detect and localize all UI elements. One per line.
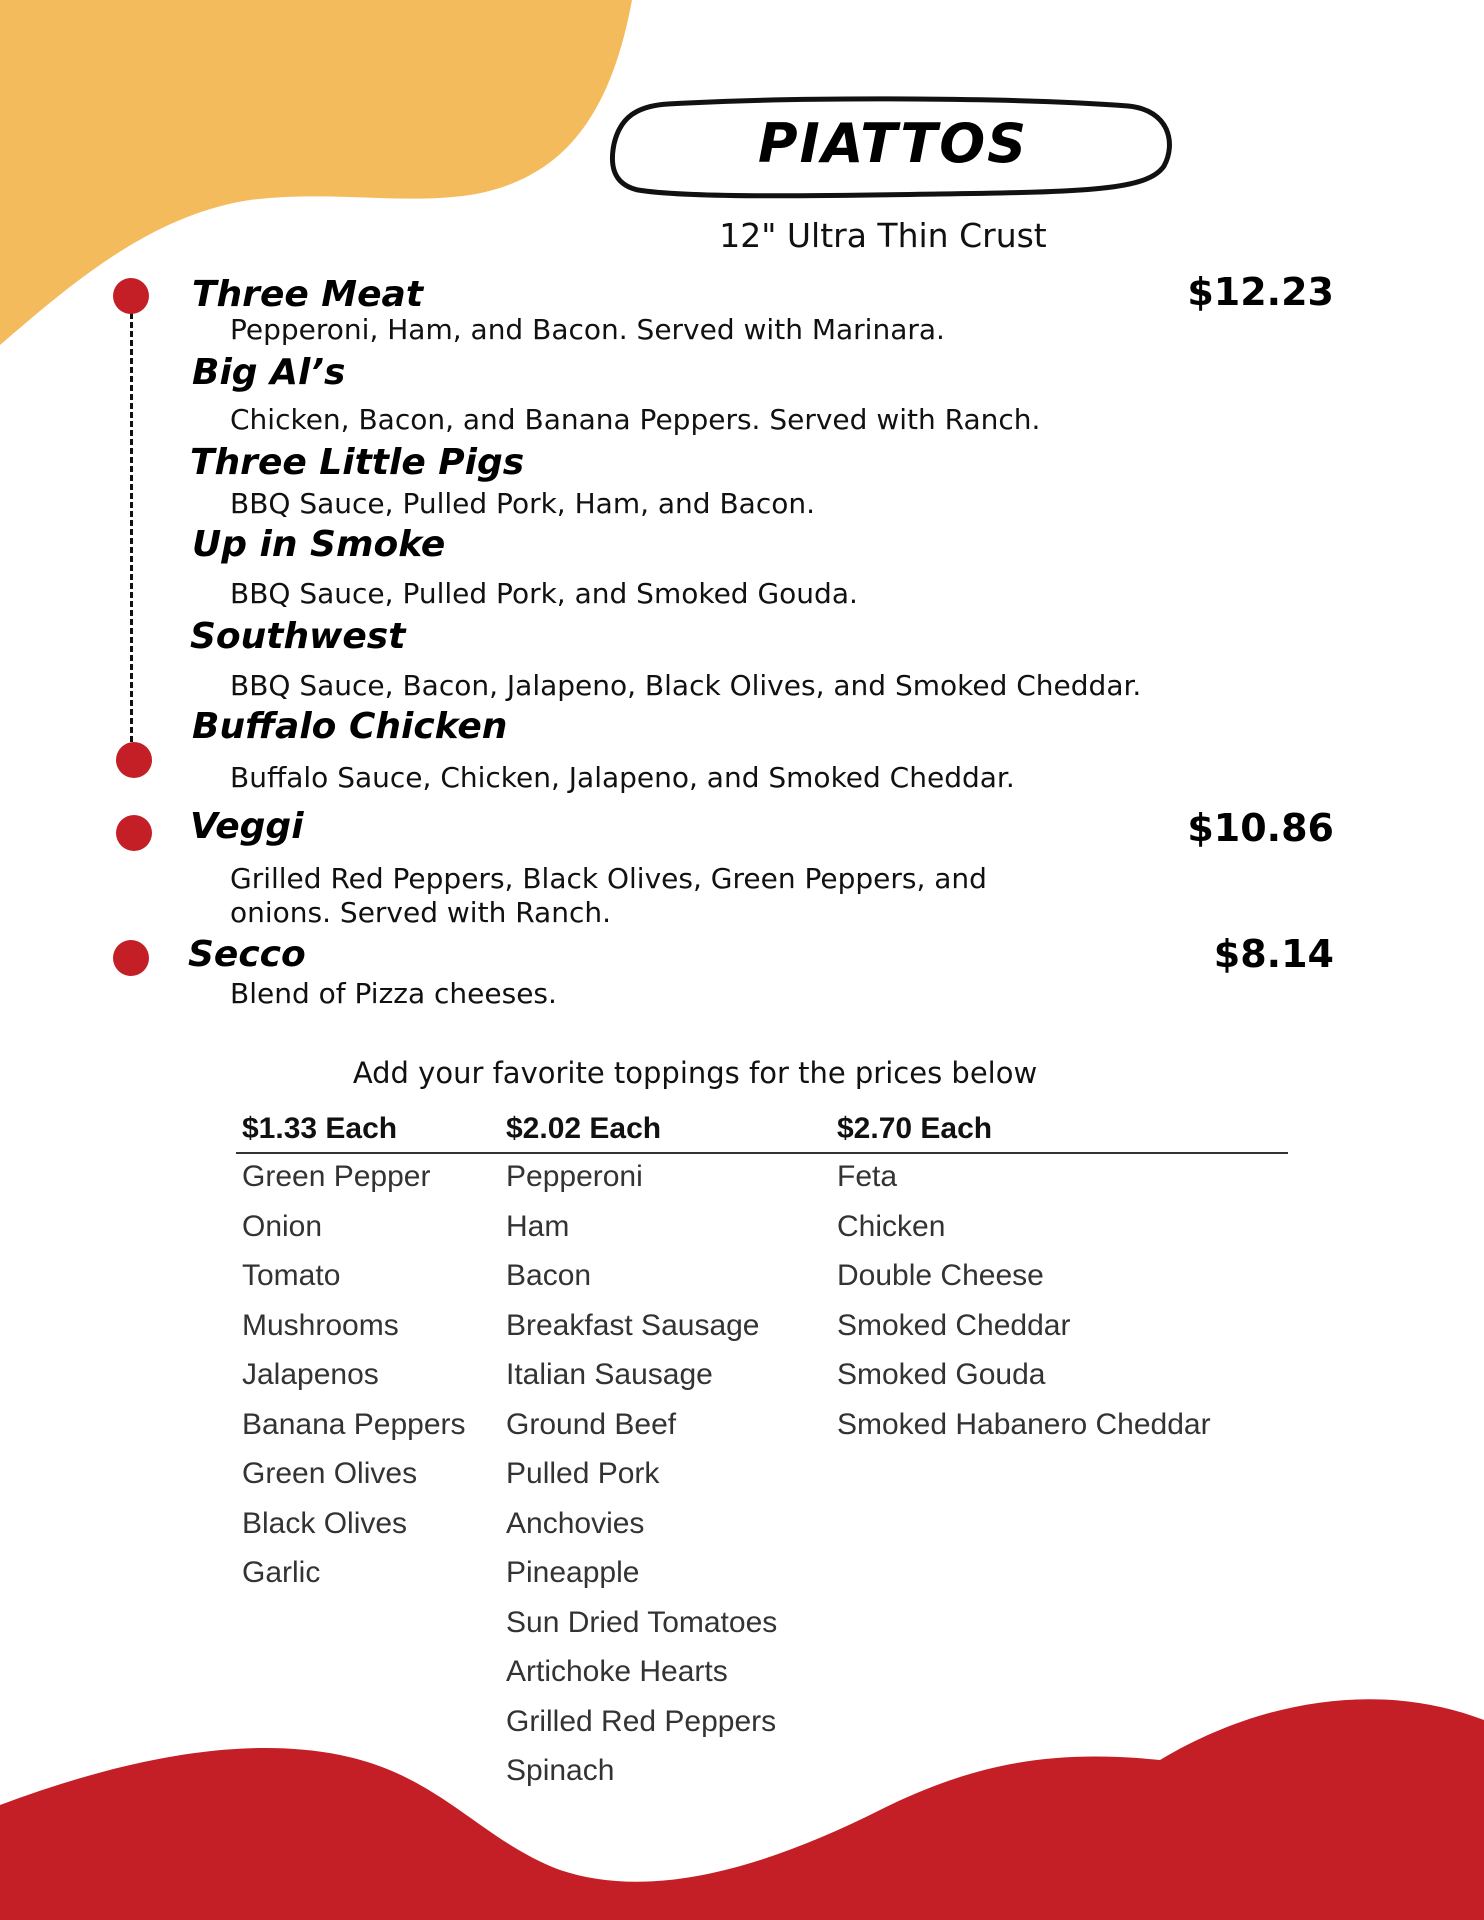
topping-item: Banana Peppers [242, 1407, 466, 1441]
toppings-column [242, 1106, 466, 1598]
item-description: Buffalo Sauce, Chicken, Jalapeno, and Smoked Cheddar. [230, 761, 1015, 794]
topping-item: Smoked Gouda [837, 1358, 1046, 1391]
toppings-column [506, 1106, 777, 1796]
toppings-intro: Add your favorite toppings for the prices below [352, 1056, 1038, 1090]
item-price: $12.23 [1187, 270, 1334, 314]
item-description: BBQ Sauce, Pulled Pork, Ham, and Bacon. [230, 487, 816, 520]
item-name: Secco [188, 934, 306, 975]
topping-item: Bacon [506, 1259, 592, 1292]
item-description: Chicken, Bacon, and Banana Peppers. Served with Ranch. [230, 403, 1041, 436]
topping-item: Smoked Cheddar [837, 1308, 1071, 1342]
topping-item: Feta [837, 1160, 898, 1193]
topping-item: Smoked Habanero Cheddar [837, 1407, 1211, 1441]
topping-item: Black Olives [242, 1506, 408, 1540]
topping-item: Ground Beef [506, 1407, 677, 1441]
toppings-price-header: $1.33 Each [242, 1112, 398, 1145]
item-price: $8.14 [1213, 932, 1334, 976]
topping-item: Grilled Red Peppers [506, 1704, 777, 1738]
topping-item: Sun Dried Tomatoes [506, 1605, 778, 1639]
item-name: Big Al’s [192, 352, 346, 393]
topping-item: Onion [242, 1209, 323, 1243]
topping-item: Green Olives [242, 1457, 418, 1490]
topping-item: Ham [506, 1209, 570, 1243]
item-name: Southwest [190, 616, 406, 657]
item-price: $10.86 [1187, 806, 1334, 850]
item-description: onions. Served with Ranch. [230, 896, 611, 929]
item-name: Three Little Pigs [190, 442, 525, 483]
timeline-dot [116, 742, 152, 778]
item-description: BBQ Sauce, Pulled Pork, and Smoked Gouda. [230, 577, 858, 610]
topping-item: Pineapple [506, 1556, 640, 1589]
topping-item: Breakfast Sausage [506, 1308, 760, 1342]
topping-item: Jalapenos [242, 1358, 379, 1391]
topping-item: Anchovies [506, 1506, 645, 1540]
topping-item: Mushrooms [242, 1308, 399, 1342]
topping-item: Double Cheese [837, 1259, 1044, 1292]
topping-item: Garlic [242, 1556, 321, 1589]
topping-item: Tomato [242, 1259, 341, 1292]
topping-item: Pulled Pork [506, 1457, 660, 1490]
topping-item: Pepperoni [506, 1160, 643, 1193]
item-description: BBQ Sauce, Bacon, Jalapeno, Black Olives, and Smoked Cheddar. [230, 669, 1142, 702]
menu-subtitle: 12" Ultra Thin Crust [719, 216, 1047, 255]
topping-item: Green Pepper [242, 1160, 431, 1193]
timeline-dot [116, 815, 152, 851]
item-name: Buffalo Chicken [192, 706, 508, 747]
topping-item: Artichoke Hearts [506, 1655, 728, 1688]
topping-item: Italian Sausage [506, 1358, 713, 1391]
menu-title: PIATTOS [758, 112, 1028, 175]
item-name: Up in Smoke [192, 524, 446, 565]
item-name: Three Meat [192, 274, 424, 315]
timeline-connector [130, 295, 133, 760]
topping-item: Spinach [506, 1754, 615, 1787]
topping-item: Chicken [837, 1209, 946, 1243]
toppings-price-header: $2.02 Each [506, 1112, 662, 1145]
timeline-dot [113, 278, 149, 314]
toppings-column [837, 1106, 1211, 1449]
item-name: Veggi [190, 806, 304, 847]
toppings-price-header: $2.70 Each [837, 1112, 993, 1145]
timeline-dot [113, 940, 149, 976]
item-description: Pepperoni, Ham, and Bacon. Served with Marinara. [230, 313, 945, 346]
item-description: Blend of Pizza cheeses. [230, 977, 557, 1010]
item-description: Grilled Red Peppers, Black Olives, Green Peppers, and [230, 862, 987, 895]
